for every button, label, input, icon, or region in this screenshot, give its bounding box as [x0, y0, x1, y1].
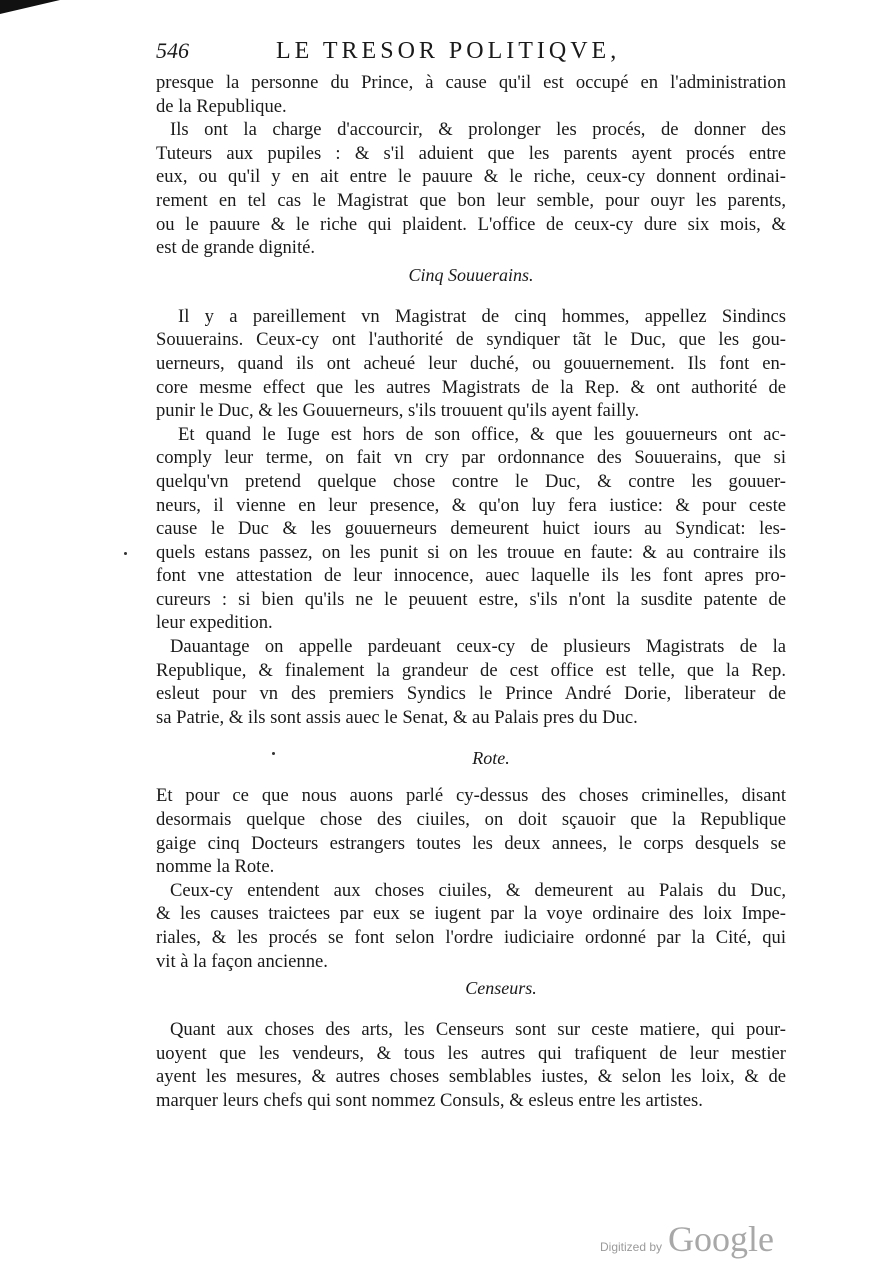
text-line: Souuerains. Ceux-cy ont l'authorité de syndiquer tãt le Duc, que les gou-	[156, 329, 786, 351]
section-heading-rote: Rote.	[472, 748, 510, 769]
text-line: Dauantage on appelle pardeuant ceux-cy de plusieurs Magistrats de la	[170, 636, 786, 658]
text-line: uerneurs, quand ils ont acheué leur duché, ou gouuernement. Ils font en-	[156, 352, 786, 374]
text-line: comply leur terme, on fait vn cry par ordonnance des Souuerains, que si	[156, 447, 786, 469]
margin-speck	[124, 552, 127, 555]
text-line: vit à la façon ancienne.	[156, 950, 328, 972]
text-line: core mesme effect que les autres Magistrats de la Rep. & ont authorité de	[156, 376, 786, 398]
paragraph-8	[156, 1018, 786, 1112]
paragraph-6	[156, 784, 786, 878]
text-line: quels estans passez, on les punit si on les trouue en faute: & au contraire ils	[156, 541, 786, 563]
text-line: Quant aux choses des arts, les Censeurs sont sur ceste matiere, qui pour-	[170, 1019, 786, 1041]
text-line: esleut pour vn des premiers Syndics le Prince André Dorie, liberateur de	[156, 683, 786, 705]
section-heading-censeurs: Censeurs.	[465, 978, 537, 999]
running-title: LE TRESOR POLITIQVE,	[276, 38, 621, 64]
text-line: cause le Duc & les gouuerneurs demeurent huict iours au Syndicat: les-	[156, 518, 786, 540]
paragraph-2	[156, 118, 786, 260]
text-line: marquer leurs chefs qui sont nommez Consuls, & esleus entre les artistes.	[156, 1089, 703, 1111]
text-line: desormais quelque chose des ciuiles, on doit sçauoir que la Republique	[156, 809, 786, 831]
text-line: sa Patrie, & ils sont assis auec le Senat, & au Palais pres du Duc.	[156, 706, 638, 728]
digitized-by-label: Digitized by	[600, 1240, 663, 1254]
text-line: nomme la Rote.	[156, 856, 275, 878]
text-line: Republique, & finalement la grandeur de cest office est telle, que la Rep.	[156, 659, 786, 681]
text-line: est de grande dignité.	[156, 237, 316, 259]
text-line: Il y a pareillement vn Magistrat de cinq hommes, appellez Sindincs	[178, 305, 786, 327]
text-line: punir le Duc, & les Gouuerneurs, s'ils trouuent qu'ils ayent failly.	[156, 400, 640, 422]
margin-speck	[272, 752, 275, 755]
text-line: ou le pauure & le riche qui plaident. L'office de ceux-cy dure six mois, &	[156, 213, 786, 235]
text-line: neurs, il vienne en leur presence, & qu'on luy fera iustice: & pour ceste	[156, 494, 786, 516]
text-line: Et pour ce que nous auons parlé cy-dessus des choses criminelles, disant	[156, 785, 786, 807]
paragraph-4	[156, 423, 786, 635]
text-line: cureurs : si bien qu'ils ne le peuuent estre, s'ils n'ont la susdite patente de	[156, 588, 786, 610]
text-line: Ils ont la charge d'accourcir, & prolonger les procés, de donner des	[170, 119, 786, 141]
page-header	[156, 38, 786, 65]
text-line: Ceux-cy entendent aux choses ciuiles, & demeurent au Palais du Duc,	[170, 879, 786, 901]
paragraph-3	[156, 305, 786, 423]
text-line: rement en tel cas le Magistrat que bon leur semble, pour ouyr les parents,	[156, 189, 786, 211]
text-line: font vne attestation de leur innocence, auec laquelle ils les font apres pro-	[156, 565, 786, 587]
text-line: Et quand le Iuge est hors de son office, & que les gouuerneurs ont ac-	[178, 423, 786, 445]
text-line: de la Republique.	[156, 95, 287, 117]
text-line: ayent les mesures, & autres choses semblables iustes, & selon les loix, & de	[156, 1066, 786, 1088]
google-logo: Google	[668, 1219, 775, 1259]
text-line: uoyent que les vendeurs, & tous les autres qui trafiquent de leur mestier	[156, 1042, 786, 1064]
book-page	[156, 38, 786, 1113]
text-line: gaige cinq Docteurs estrangers toutes les deux annees, le corps desquels se	[156, 832, 786, 854]
paragraph-1	[156, 71, 786, 118]
text-line: Tuteurs aux pupiles : & s'il aduient que les parents ayent procés entre	[156, 142, 786, 164]
scan-corner-mark	[0, 0, 60, 14]
text-line: eux, ou qu'il y en ait entre le pauure & le riche, ceux-cy donnent ordinai-	[156, 166, 786, 188]
text-line: & les causes traictees par eux se iugent par la voye ordinaire des loix Impe-	[156, 903, 786, 925]
section-heading-cinq-souuerains: Cinq Souuerains.	[408, 264, 534, 285]
text-line: quelqu'vn pretend quelque chose contre le Duc, & contre les gouuer-	[156, 470, 786, 492]
paragraph-7	[156, 879, 786, 973]
google-watermark	[600, 1218, 774, 1260]
text-line: riales, & les procés se font selon l'ordre iudiciaire ordonné par la Cité, qui	[156, 927, 786, 948]
text-line: presque la personne du Prince, à cause qu'il est occupé en l'administration	[156, 72, 786, 93]
text-line: leur expedition.	[156, 612, 273, 634]
page-number: 546	[156, 38, 189, 63]
paragraph-5	[156, 635, 786, 729]
